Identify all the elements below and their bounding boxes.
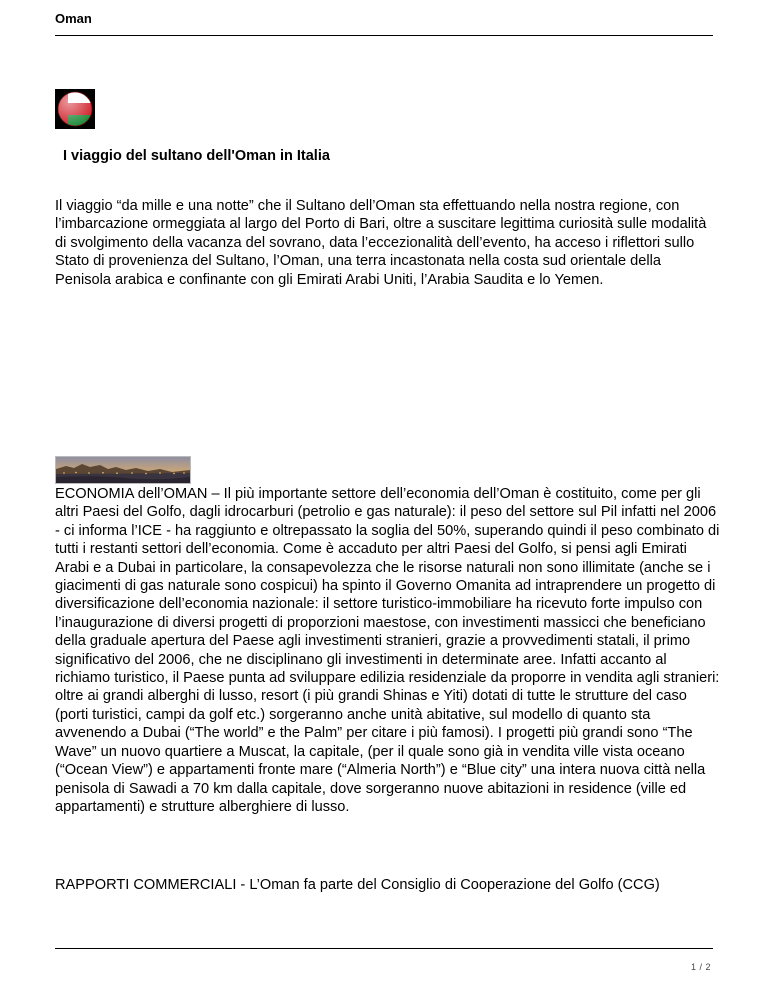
economia-paragraph: ECONOMIA dell’OMAN – Il più importante settore dell’economia dell’Oman è costituito, come per gli altri Paesi del Golfo, dagli idrocarburi (petrolio e gas naturale): il peso del settore sul Pil infatti nel 2006 - ci informa l’ICE - ha raggiunto e oltrepassato la soglia del 50%, superando quindi il peso combinato di tutti i restanti settori dell’economia. Come è accaduto per altri Paesi del Golfo, si pensi agli Emirati Arabi e a Dubai in particolare, la consapevolezza che le risorse naturali non sono illimitate (anche se i giacimenti di gas naturale sono cospicui) ha spinto il Governo Omanita ad intraprendere un progetto di diversificazione dell’economia nazionale: il settore turistico-immobiliare ha ricevuto forte impulso con l’inaugurazione di diversi progetti di proporzioni maestose, con investimenti massicci che beneficiano della graduale apertura del Paese agli investimenti stranieri, grazie a provvedimenti statali, il primo significativo del 2006, che ne disciplinano gli investimenti in determinate aree. Infatti accanto al richiamo turistico, il Paese punta ad sviluppare edilizia residenziale da proporre in vendita agli stranieri: oltre ai grandi alberghi di lusso, resort (i più grandi Shinas e Yiti) dotati di tutte le strutture del caso (porti turistici, campi da golf etc.) sorgeranno anche unità abitative, sul modello di quanto sta avvenendo a Dubai (“The world” e the Palm” per citare i più famosi). I progetti più grandi sono “The Wave” un nuovo quartiere a Muscat, la capitale, (per il quale sono già in vendita ville vista oceano (“Ocean View”) e appartamenti fronte mare (“Almeria North”) e “Blue city” una intera nuova città nella penisola di Sawadi a 70 km dalla capitale, dove sorgeranno nuove abitazioni in residence (ville ed appartamenti) e strutture alberghiere di lusso. <box>55 486 720 815</box>
page-number: 1 / 2 <box>690 962 711 972</box>
oman-flag-icon <box>55 89 95 129</box>
rapporti-paragraph: RAPPORTI COMMERCIALI - L’Oman fa parte del Consiglio di Cooperazione del Golfo (CCG) <box>55 877 660 893</box>
intro-paragraph: Il viaggio “da mille e una notte” che il Sultano dell’Oman sta effettuando nella nostra regione, con l’imbarcazione ormeggiata al largo del Porto di Bari, oltre a suscitare legittima curiosità sulle modalità di svolgimento della vacanza del sovrano, data l’eccezionalità dell’evento, ha acceso i riflettori sullo Stato di provenienza del Sultano, l’Oman, una terra incastonata nella costa sud orientale della Penisola arabica e confinante con gli Emirati Arabi Uniti, l’Arabia Saudita e lo Yemen. <box>55 198 707 288</box>
muscat-coast-photo <box>55 456 191 484</box>
header-divider <box>55 35 713 36</box>
article-title: I viaggio del sultano dell'Oman in Italia <box>63 148 330 164</box>
page-header-title: Oman <box>55 11 92 26</box>
footer-divider <box>55 948 713 949</box>
